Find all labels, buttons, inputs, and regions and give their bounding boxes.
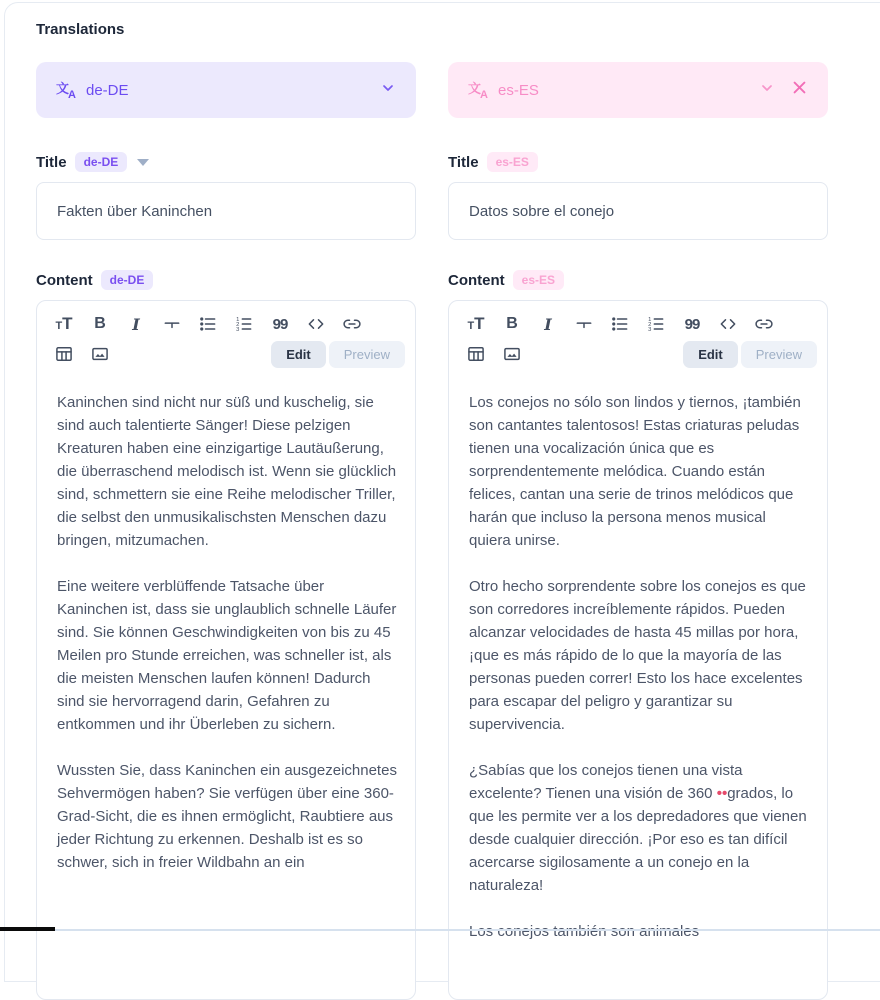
bullet-list-button[interactable] — [603, 309, 637, 339]
paragraph: Kaninchen sind nicht nur süß und kuschelig, sie sind auch talentierte Sänger! Diese pelzigen Kreaturen haben eine einzigartige Lautäußerung, die überraschend melodisch ist. Wenn sie glücklich sind, schmettern sie eine Reihe melodischer Triller, die selbst den unmusikalischsten Menschen dazu bringen, mitzumachen. — [57, 391, 399, 552]
chevron-down-icon — [380, 80, 396, 101]
content-label: Content — [36, 272, 93, 289]
content-label: Content — [448, 272, 505, 289]
language-label: es-ES — [498, 82, 539, 99]
title-input-es[interactable]: Datos sobre el conejo — [448, 182, 828, 240]
svg-text:1: 1 — [648, 317, 651, 323]
editor-toolbar — [449, 301, 827, 373]
paragraph: Eine weitere verblüffende Tatsache über Kaninchen ist, dass sie unglaublich schnelle Läufer sind. Sie können Geschwindigkeiten von bis zu 45 Meilen pro Stunde erreichen, was schneller ist, als die meisten Menschen laufen können! Dadurch sind sie hervorragend darin, Gefahren zu entkommen und ihr Überleben zu sichern. — [57, 575, 399, 736]
blockquote-button[interactable]: 99 — [675, 309, 709, 339]
paragraph: Los conejos también son animales — [469, 920, 811, 943]
italic-button[interactable]: I — [531, 309, 565, 339]
table-button[interactable] — [47, 339, 81, 369]
paragraph: ¿Sabías que los conejos tienen una vista excelente? Tienen una visión de 360 ••grados, lo que les permite ver a los depredadores que vienen desde cualquier dirección. ¡Por eso es tan difícil acercarse sigilosamente a un conejo en la naturaleza! — [469, 759, 811, 897]
title-label: Title — [448, 154, 479, 171]
page-title: Translations — [36, 21, 880, 38]
blockquote-button[interactable]: 99 — [263, 309, 297, 339]
bold-button[interactable]: B — [83, 309, 117, 339]
badge-caret-icon[interactable] — [137, 159, 149, 166]
strikethrough-button[interactable] — [567, 309, 601, 339]
language-select-de[interactable] — [36, 62, 416, 118]
edit-button[interactable]: Edit — [271, 341, 326, 368]
scrollbar-fragment[interactable] — [0, 927, 55, 931]
preview-button[interactable]: Preview — [741, 341, 817, 368]
diff-dots-marker: •• — [717, 785, 728, 802]
content-editor-es — [448, 300, 828, 1000]
svg-text:1: 1 — [236, 317, 239, 323]
locale-badge-es: es-ES — [487, 152, 538, 172]
editor-toolbar — [37, 301, 415, 373]
content-textarea-es[interactable] — [449, 373, 827, 943]
table-button[interactable] — [459, 339, 493, 369]
code-button[interactable] — [711, 309, 745, 339]
column-de — [36, 62, 416, 1000]
ordered-list-button[interactable] — [639, 309, 673, 339]
content-textarea-de[interactable] — [37, 373, 415, 874]
svg-text:3: 3 — [648, 327, 651, 333]
image-button[interactable] — [495, 339, 529, 369]
link-button[interactable] — [747, 309, 781, 339]
content-editor-de — [36, 300, 416, 1000]
translate-icon: 文 A — [468, 80, 488, 100]
locale-badge-de[interactable]: de-DE — [75, 152, 128, 172]
bullet-list-button[interactable] — [191, 309, 225, 339]
paragraph: Los conejos no sólo son lindos y tiernos, ¡también son cantantes talentosos! Estas criaturas peludas tienen una vocalización única que es sorprendentemente melódica. Cuando están felices, cantan una serie de trinos melódicos que harán que incluso la persona menos musical quiera unirse. — [469, 391, 811, 552]
locale-badge-es: es-ES — [513, 270, 564, 290]
close-icon[interactable] — [791, 79, 808, 101]
title-input-de[interactable]: Fakten über Kaninchen — [36, 182, 416, 240]
translate-icon: 文 A — [56, 80, 76, 100]
svg-text:2: 2 — [236, 322, 239, 328]
translations-card — [4, 2, 880, 982]
code-button[interactable] — [299, 309, 333, 339]
paragraph: Otro hecho sorprendente sobre los conejos es que son corredores increíblemente rápidos. Pueden alcanzar velocidades de hasta 45 millas por hora, ¡que es más rápido de lo que la mayoría de las personas pueden correr! Esto los hace excelentes para escapar del peligro y garantizar su supervivencia. — [469, 575, 811, 736]
text-size-button[interactable]: TT — [459, 309, 493, 339]
chevron-down-icon — [759, 80, 775, 101]
svg-text:2: 2 — [648, 322, 651, 328]
title-label: Title — [36, 154, 67, 171]
svg-text:3: 3 — [236, 327, 239, 333]
italic-button[interactable]: I — [119, 309, 153, 339]
ordered-list-button[interactable] — [227, 309, 261, 339]
link-button[interactable] — [335, 309, 369, 339]
strikethrough-button[interactable] — [155, 309, 189, 339]
image-button[interactable] — [83, 339, 117, 369]
edit-button[interactable]: Edit — [683, 341, 738, 368]
column-es — [448, 62, 828, 1000]
language-label: de-DE — [86, 82, 129, 99]
paragraph: Wussten Sie, dass Kaninchen ein ausgezeichnetes Sehvermögen haben? Sie verfügen über eine 360-Grad-Sicht, die es ihnen ermöglicht, Raubtiere aus jeder Richtung zu erkennen. Deshalb ist es so schwer, sich in freier Wildbahn an ein — [57, 759, 399, 874]
preview-button[interactable]: Preview — [329, 341, 405, 368]
text-size-button[interactable]: TT — [47, 309, 81, 339]
locale-badge-de: de-DE — [101, 270, 154, 290]
bold-button[interactable]: B — [495, 309, 529, 339]
language-select-es[interactable] — [448, 62, 828, 118]
